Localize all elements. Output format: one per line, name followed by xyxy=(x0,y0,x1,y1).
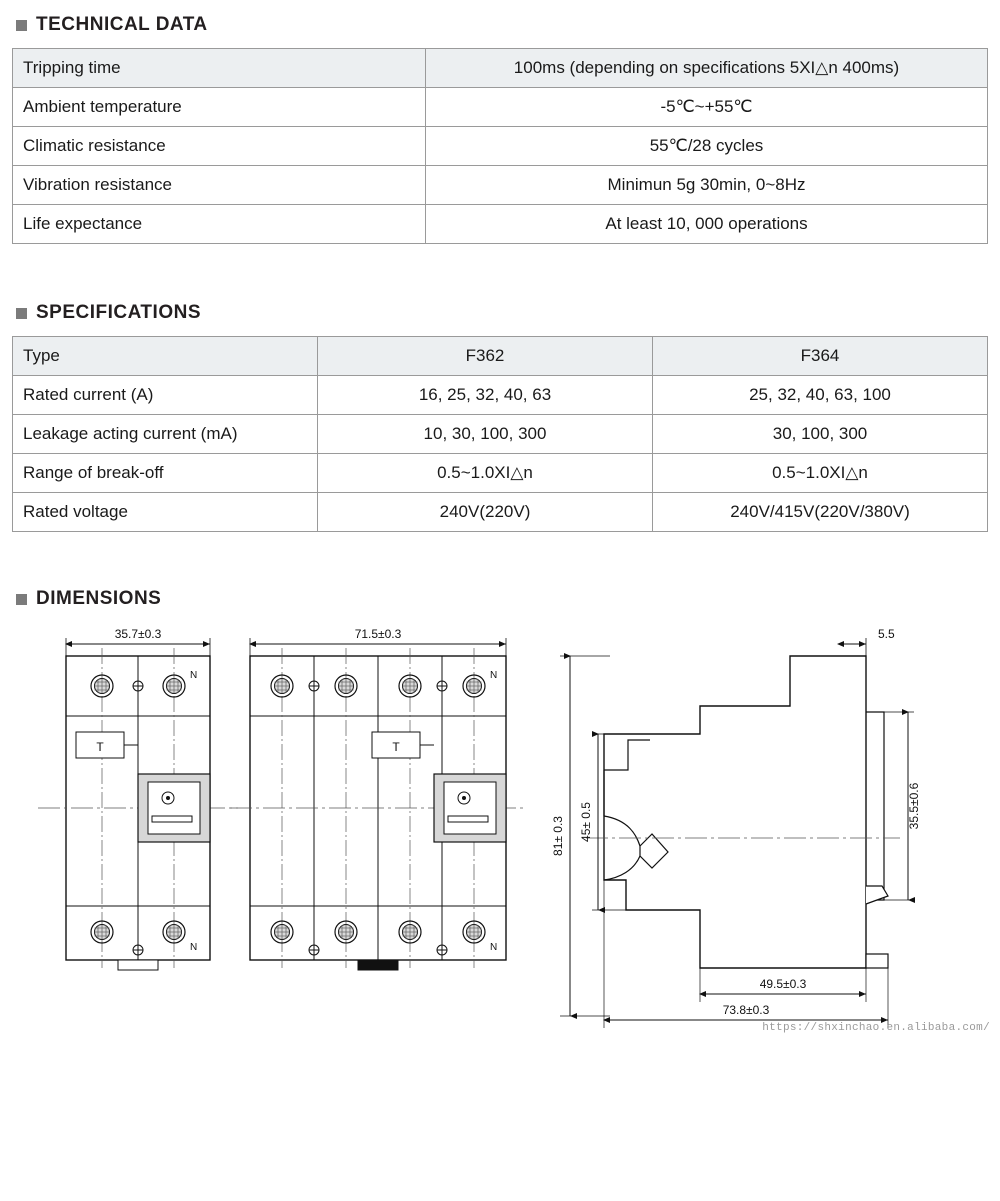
dim-side-top: 5.5 xyxy=(878,627,895,641)
cell-f364: 240V/415V(220V/380V) xyxy=(653,493,988,532)
dimension-drawings xyxy=(0,620,1000,1040)
section-title: DIMENSIONS xyxy=(36,588,162,609)
test-button-label: T xyxy=(392,740,400,754)
bullet-square-icon xyxy=(16,594,27,605)
cell-f362: 240V(220V) xyxy=(318,493,653,532)
specifications-table xyxy=(12,336,988,532)
table-row xyxy=(13,88,988,127)
cell-f362: 16, 25, 32, 40, 63 xyxy=(318,376,653,415)
dim-side-height-mid: 45± 0.5 xyxy=(579,802,593,842)
table-row xyxy=(13,376,988,415)
section-title: TECHNICAL DATA xyxy=(36,14,208,35)
dim-side-height-total: 81± 0.3 xyxy=(551,816,565,856)
column-header-f364: F364 xyxy=(653,337,988,376)
cell-f362: 0.5~1.0XI△n xyxy=(318,454,653,493)
row-label: Rated current (A) xyxy=(13,376,318,415)
row-label: Tripping time xyxy=(13,49,426,88)
cell-f364: 0.5~1.0XI△n xyxy=(653,454,988,493)
row-label: Life expectance xyxy=(13,205,426,244)
section-header-specifications xyxy=(16,302,988,324)
dim-front-4p-width: 71.5±0.3 xyxy=(354,627,402,641)
cell-f364: 25, 32, 40, 63, 100 xyxy=(653,376,988,415)
table-row xyxy=(13,454,988,493)
row-label: Vibration resistance xyxy=(13,166,426,205)
section-header-dimensions xyxy=(16,588,988,610)
section-title: SPECIFICATIONS xyxy=(36,302,201,323)
terminal-label-n-bottom: N xyxy=(190,942,198,953)
table-row xyxy=(13,205,988,244)
dim-side-depth-inner: 49.5±0.3 xyxy=(759,977,807,991)
bullet-square-icon xyxy=(16,20,27,31)
table-row xyxy=(13,127,988,166)
dim-front-2p-width: 35.7±0.3 xyxy=(114,627,162,641)
row-label: Climatic resistance xyxy=(13,127,426,166)
column-header-f362: F362 xyxy=(318,337,653,376)
table-row xyxy=(13,415,988,454)
terminal-label-n-bottom: N xyxy=(490,942,498,953)
row-label: Rated voltage xyxy=(13,493,318,532)
cell-f362: 10, 30, 100, 300 xyxy=(318,415,653,454)
section-header-technical-data xyxy=(16,14,988,36)
table-row xyxy=(13,493,988,532)
row-label: Ambient temperature xyxy=(13,88,426,127)
row-label: Range of break-off xyxy=(13,454,318,493)
row-value: 55℃/28 cycles xyxy=(426,127,988,166)
row-label: Leakage acting current (mA) xyxy=(13,415,318,454)
dim-side-right-height: 35.5±0.6 xyxy=(907,782,921,830)
table-header-row xyxy=(13,337,988,376)
table-row xyxy=(13,49,988,88)
column-header-type: Type xyxy=(13,337,318,376)
test-button-label: T xyxy=(96,740,104,754)
row-value: Minimun 5g 30min, 0~8Hz xyxy=(426,166,988,205)
row-value: -5℃~+55℃ xyxy=(426,88,988,127)
terminal-label-n-top: N xyxy=(490,670,498,681)
dim-side-depth-total: 73.8±0.3 xyxy=(722,1003,770,1017)
dimension-drawing-svg xyxy=(0,620,1000,1040)
cell-f364: 30, 100, 300 xyxy=(653,415,988,454)
bullet-square-icon xyxy=(16,308,27,319)
row-value: At least 10, 000 operations xyxy=(426,205,988,244)
terminal-label-n-top: N xyxy=(190,670,198,681)
row-value: 100ms (depending on specifications 5XI△n 400ms) xyxy=(426,49,988,88)
technical-data-table xyxy=(12,48,988,244)
table-row xyxy=(13,166,988,205)
watermark-url: https://shxinchao.en.alibaba.com/ xyxy=(762,1022,990,1034)
